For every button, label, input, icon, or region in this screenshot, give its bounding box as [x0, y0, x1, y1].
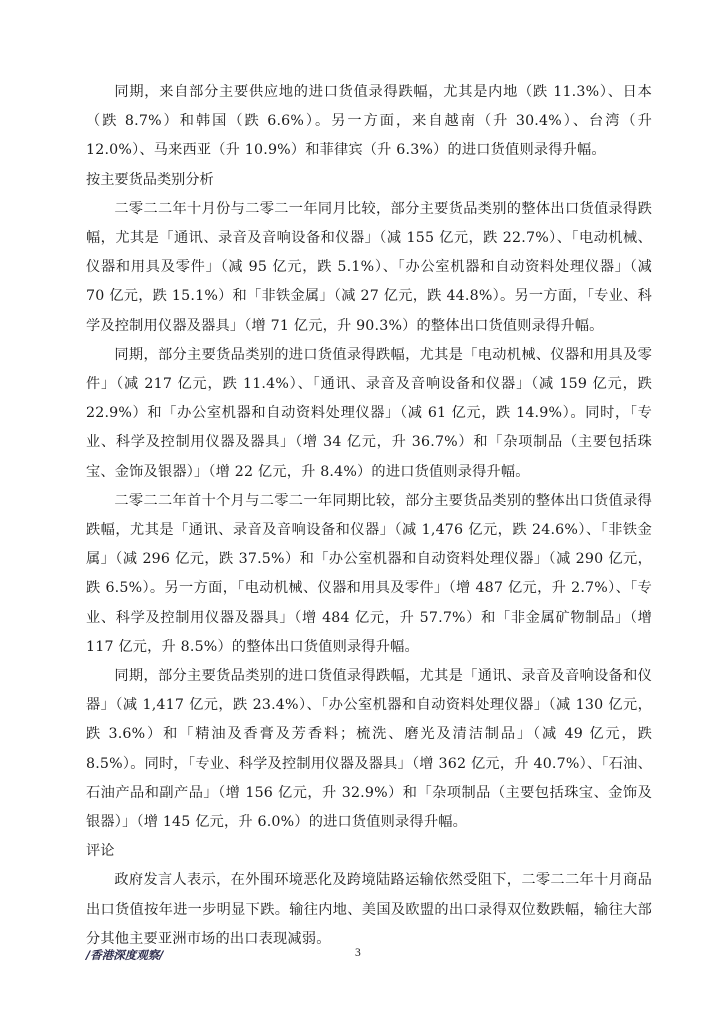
paragraph-october-imports: 同期，部分主要货品类别的进口货值录得跌幅，尤其是「电动机械、仪器和用具及零件」（减 217 亿元，跌 11.4%）、「通讯、录音及音响设备和仪器」（减 159 亿元，跌 22.9%）和「办公室机器和自动资料处理仪器」（减 61 亿元，跌 14.9%）。同时，「专业、科学及控制用仪器及器具」（增 34 亿元，升 36.7%）和「杂项制品（主要包括珠宝、金饰及银器）」（增 22 亿元，升 8.4%）的进口货值则录得升幅。: [86, 346, 652, 480]
paragraph-commentary: 政府发言人表示，在外围环境恶化及跨境陆路运输依然受阻下，二零二二年十月商品出口货值按年进一步明显下跌。输往内地、美国及欧盟的出口录得双位数跌幅，输往大部分其他主要亚洲市场的出口表现减弱。: [86, 872, 652, 947]
paragraph-ten-month-imports: 同期，部分主要货品类别的进口货值录得跌幅，尤其是「通讯、录音及音响设备和仪器」（减 1,417 亿元，跌 23.4%）、「办公室机器和自动资料处理仪器」（减 130 亿元，跌 3.6%）和「精油及香膏及芳香料；梳洗、磨光及清洁制品」（减 49 亿元，跌 8.5%）。同时，「专业、科学及控制用仪器及器具」（增 362 亿元，升 40.7%）、「石油、石油产品和副产品」（增 156 亿元，升 32.9%）和「杂项制品（主要包括珠宝、金饰及银器）」（增 145 亿元，升 6.0%）的进口货值则录得升幅。: [86, 668, 652, 831]
paragraph-october-exports: 二零二二年十月份与二零二一年同月比较，部分主要货品类别的整体出口货值录得跌幅，尤其是「通讯、录音及音响设备和仪器」（减 155 亿元，跌 22.7%）、「电动机械、仪器和用具及零件」（减 95 亿元，跌 5.1%）、「办公室机器和自动资料处理仪器」（减 70 亿元，跌 15.1%）和「非铁金属」（减 27 亿元，跌 44.8%）。另一方面，「专业、科学及控制用仪器及器具」（增 71 亿元，升 90.3%）的整体出口货值则录得升幅。: [86, 200, 652, 334]
paragraph-ten-month-exports: 二零二二年首十个月与二零二一年同期比较，部分主要货品类别的整体出口货值录得跌幅，尤其是「通讯、录音及音响设备和仪器」（减 1,476 亿元，跌 24.6%）、「非铁金属」（减 296 亿元，跌 37.5%）和「办公室机器和自动资料处理仪器」（减 290 亿元，跌 6.5%）。另一方面，「电动机械、仪器和用具及零件」（增 487 亿元，升 2.7%）、「专业、科学及控制用仪器及器具」（增 484 亿元，升 57.7%）和「非金属矿物制品」（增 117 亿元，升 8.5%）的整体出口货值则录得升幅。: [86, 492, 652, 655]
document-body: [86, 78, 652, 954]
page-number: 3: [355, 947, 361, 959]
paragraph-import-sources: 同期，来自部分主要供应地的进口货值录得跌幅，尤其是内地（跌 11.3%）、日本（跌 8.7%）和韩国（跌 6.6%）。另一方面，来自越南（升 30.4%）、台湾（升 12.0%）、马来西亚（升 10.9%）和菲律宾（升 6.3%）的进口货值则录得升幅。: [86, 84, 652, 159]
section-heading-by-category: 按主要货品类别分析: [86, 171, 214, 188]
section-heading-commentary: 评论: [86, 843, 115, 860]
footer-source-label: /香港深度观察/: [86, 948, 164, 962]
